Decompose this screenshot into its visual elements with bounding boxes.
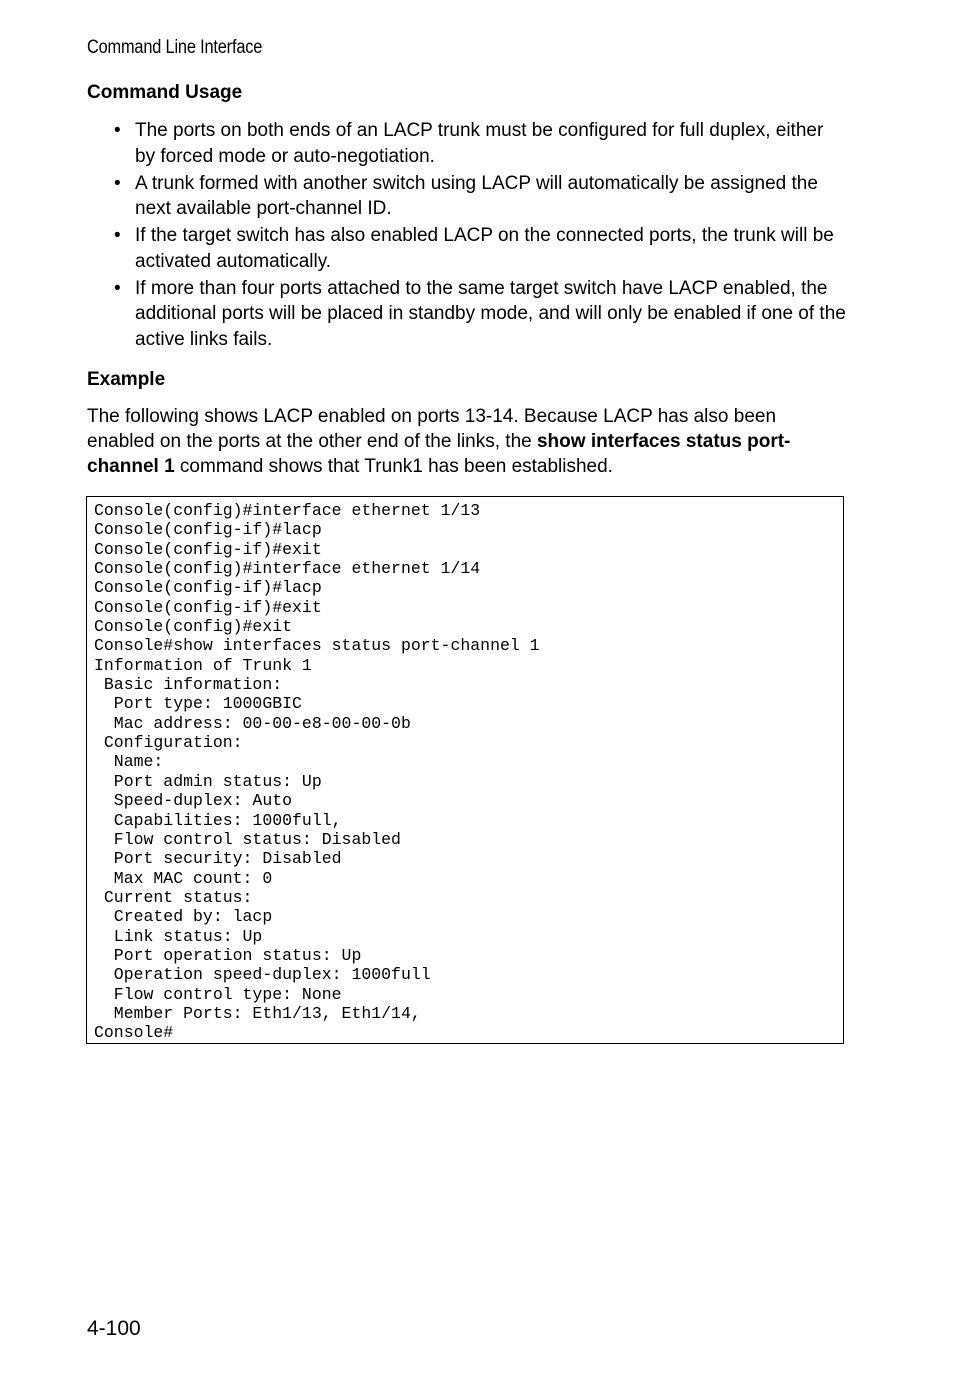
command-usage-list (87, 118, 847, 354)
list-item (87, 171, 847, 222)
list-item (87, 118, 847, 169)
intro-command-name: show interfaces status port-channel 1 (87, 431, 791, 477)
page-number: 4-100 (87, 1317, 141, 1340)
running-header-title: Command Line Interface (87, 37, 263, 58)
example-intro-paragraph (87, 404, 847, 479)
command-usage-heading: Command Usage (87, 82, 243, 103)
bullet-icon: • (114, 172, 121, 194)
bullet-icon: • (114, 120, 121, 141)
intro-text-before: The following shows LACP enabled on ports 13-14. Because LACP has also been enabled on the ports at the other end of the links, the (87, 406, 777, 452)
console-example-box (86, 496, 844, 1044)
bullet-icon: • (114, 225, 121, 246)
console-output: Console(config)#interface ethernet 1/13 Console(config-if)#lacp Console(config-if)#exit Console(config)#interface ethernet 1/14 Console(config-if)#lacp Console(config-if)#exit Console(config)#exit Console#show interfaces status port-channel 1 Information of Trunk 1 Basic information: Port type: 1000GBIC Mac address: 00-00-e8-00-00-0b Configuration: Name: Port admin status: Up Speed-duplex: Auto Capabilities: 1000full, Flow control status: Disabled Port security: Disabled Max MAC count: 0 Current status: Created by: lacp Link status: Up Port operation status: Up Operation speed-duplex: 1000full Flow control type: None Member Ports: Eth1/13, Eth1/14, Console# (94, 501, 540, 1043)
bullet-icon: • (114, 277, 121, 299)
list-item (87, 276, 847, 353)
list-item-text: A trunk formed with another switch using LACP will automatically be assigned the next available port-channel ID. (135, 172, 818, 219)
list-item (87, 223, 847, 274)
example-heading: Example (87, 369, 166, 390)
list-item-text: The ports on both ends of an LACP trunk must be configured for full duplex, either by forced mode or auto-negotiation. (135, 120, 824, 167)
list-item-text: If the target switch has also enabled LACP on the connected ports, the trunk will be activated automatically. (135, 225, 834, 272)
list-item-text: If more than four ports attached to the same target switch have LACP enabled, the additional ports will be placed in standby mode, and will only be enabled if one of the active links fails. (135, 277, 846, 350)
intro-text-after: command shows that Trunk1 has been established. (174, 456, 613, 477)
